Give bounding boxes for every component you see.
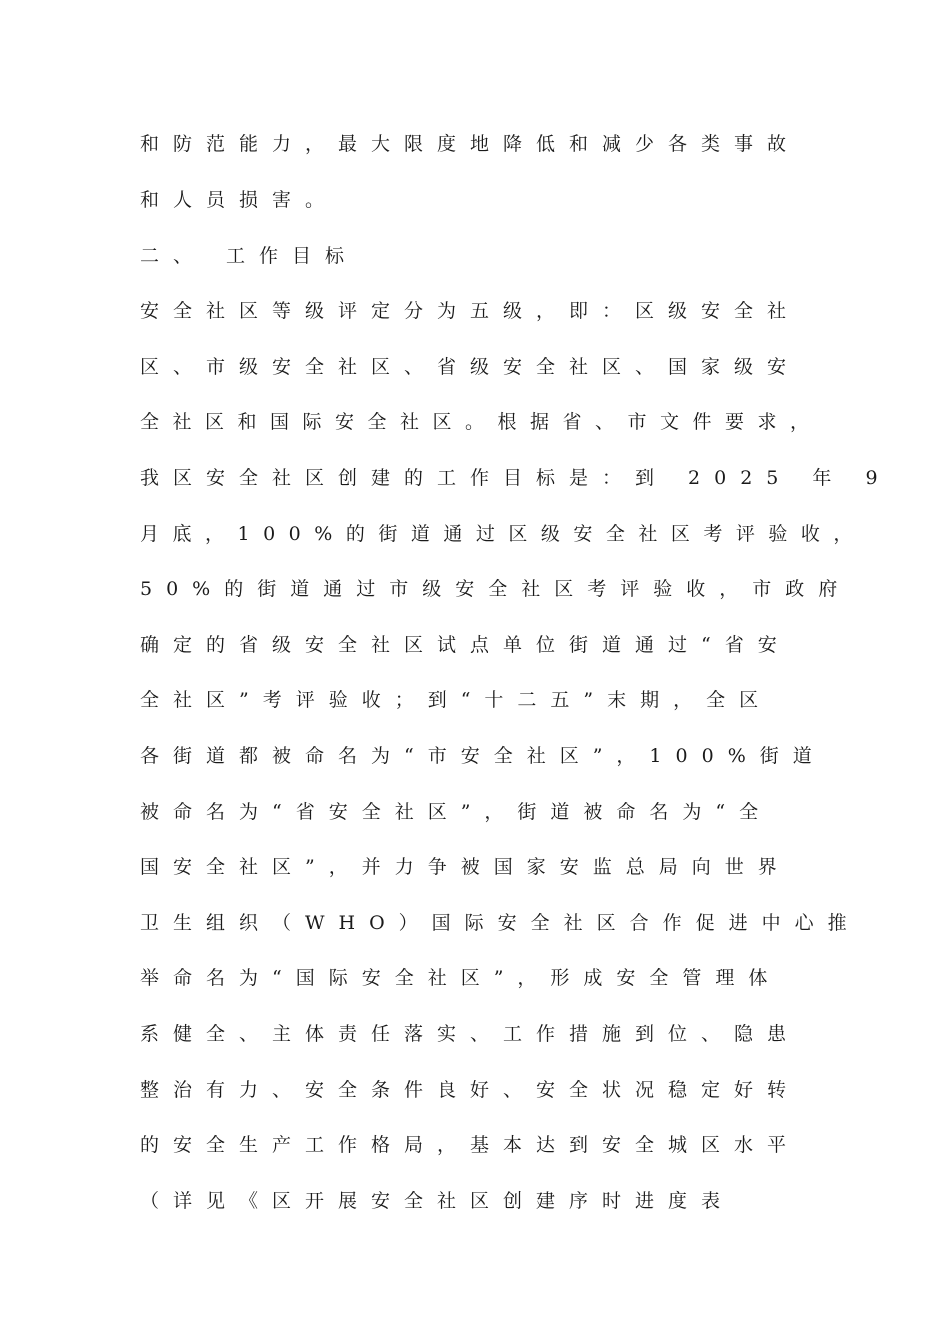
text-line: 全社区”考评验收；到“十二五”末期，全区 xyxy=(140,689,773,711)
text-line: 和防范能力，最大限度地降低和减少各类事故 xyxy=(140,133,801,155)
text-line: 各街道都被命名为“市安全社区”，100%街道 xyxy=(140,745,826,767)
text-line: 整治有力、安全条件良好、安全状况稳定好转 xyxy=(140,1079,801,1101)
text-line: 全社区和国际安全社区。根据省、市文件要求， xyxy=(140,411,823,433)
text-line: 举命名为“国际安全社区”，形成安全管理体 xyxy=(140,967,782,989)
text-line: 50%的街道通过市级安全社区考评验收，市政府 xyxy=(140,578,852,600)
text-line: 系健全、主体责任落实、工作措施到位、隐患 xyxy=(140,1023,801,1045)
text-line: 安全社区等级评定分为五级，即：区级安全社 xyxy=(140,300,801,322)
text-line: 确定的省级安全社区试点单位街道通过“省安 xyxy=(140,634,791,656)
text-line: 月底，100%的街道通过区级安全社区考评验收， xyxy=(140,523,866,545)
text-line: 区、市级安全社区、省级安全社区、国家级安 xyxy=(140,356,801,378)
text-line: 我区安全社区创建的工作目标是：到 2025 年 9 xyxy=(140,467,892,489)
text-line: 的安全生产工作格局，基本达到安全城区水平 xyxy=(140,1134,801,1156)
text-line: 卫生组织（WHO）国际安全社区合作促进中心推 xyxy=(140,912,861,934)
text-line: 国安全社区”，并力争被国家安监总局向世界 xyxy=(140,856,791,878)
text-line: 被命名为“省安全社区”，街道被命名为“全 xyxy=(140,801,773,823)
text-line: （详见《区开展安全社区创建序时进度表 xyxy=(140,1190,735,1212)
section-heading: 二、 工作目标 xyxy=(140,245,359,267)
text-line: 和人员损害。 xyxy=(140,189,339,211)
